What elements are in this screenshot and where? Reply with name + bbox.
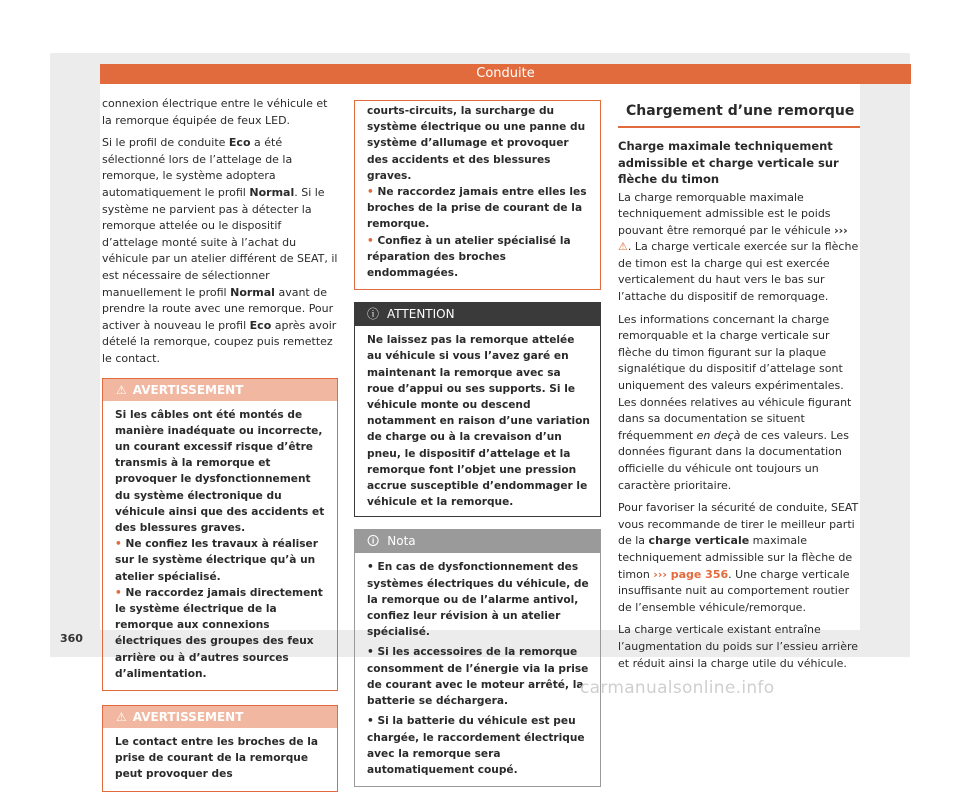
warning-triangle-icon: ⚠ bbox=[116, 709, 127, 724]
note-header: 🛈 Nota bbox=[354, 529, 601, 553]
paragraph: Pour favoriser la sécurité de conduite, SEAT vous recommande de tirer le meilleur parti de la charge verticale maximale techniquement admissible sur la flèche de timon ››› page 356. Une charge verticale insuffisante nuit au comportement routier de l’ensemble véhicule/remorque. bbox=[618, 501, 859, 614]
warning-box bbox=[102, 378, 338, 691]
note-body bbox=[354, 553, 601, 787]
paragraph: Si le profil de conduite Eco a été sélectionné lors de l’attelage de la remorque, le système adoptera automatiquement le profil Normal. Si le système ne parvient pas à détecter la remorque attelée ou le dispositif d’attelage monté suite à l’achat du véhicule par un atelier différent de SEAT, il est nécessaire de sélectionner manuellement le profil Normal avant de prendre la route avec une remorque. Pour activer à nouveau le profil Eco après avoir dételé la remorque, coupez puis remettez le contact. bbox=[102, 136, 338, 365]
section-header: Conduite bbox=[100, 64, 911, 84]
middle-column bbox=[354, 100, 601, 787]
cross-reference-link[interactable]: ››› bbox=[834, 223, 848, 237]
attention-body: Ne laissez pas la remorque attelée au véhicule si vous l’avez garé en maintenant la remorque avec sa roue d’appui ou ses supports. Si le véhicule monte ou descend notamment en raison d’une variation de charge ou à la crevaison d’un pneu, le dispositif d’attelage et la remorque font l’objet une pression accrue susceptible d’endommager le véhicule et la remorque. bbox=[354, 326, 601, 517]
page-reference-link[interactable]: ››› page 356 bbox=[653, 567, 729, 581]
list-item: • Confiez à un atelier spécialisé la réparation des broches endommagées. bbox=[367, 234, 571, 280]
paragraph: Les informations concernant la charge remorquable et la charge verticale sur flèche du timon figurant sur la plaque signalétique du dispositif d’attelage sont uniquement des valeurs expérimentales. Les données relatives au véhicule figurant dans sa documentation se situent fréquemment en deçà de ces valeurs. Les données figurant dans la documentation officielle du véhicule ont toujours un caractère prioritaire. bbox=[618, 312, 852, 492]
warning-header: ⚠ AVERTISSEMENT bbox=[103, 706, 337, 728]
list-item: • Si les accessoires de la remorque consomment de l’énergie via la prise de courant avec le moteur arrêté, la batterie se déchargera. bbox=[367, 646, 589, 708]
paragraph: La charge verticale existant entraîne l’augmentation du poids sur l’essieu arrière et réduit ainsi la charge utile du véhicule. bbox=[618, 623, 859, 670]
warning-body: Le contact entre les broches de la prise de courant de la remorque peut provoquer des bbox=[115, 735, 318, 781]
warning-triangle-icon: ⚠ bbox=[116, 382, 127, 397]
page-number: 360 bbox=[60, 632, 83, 645]
list-item: • Ne confiez les travaux à réaliser sur le système électrique qu’à un atelier spécialisé. bbox=[115, 538, 318, 583]
left-column bbox=[102, 96, 338, 792]
watermark: carmanualsonline.info bbox=[580, 678, 775, 698]
section-title: Chargement d’une remorque bbox=[618, 96, 860, 128]
warning-triangle-icon: ⚠ bbox=[618, 240, 628, 254]
list-item: • En cas de dysfonctionnement des systèmes électriques du véhicule, de la remorque ou de l’alarme antivol, confiez leur révision à un atelier spécialisé. bbox=[367, 561, 589, 639]
attention-box bbox=[354, 302, 601, 517]
list-item: • Ne raccordez jamais entre elles les broches de la prise de courant de la remorque. bbox=[367, 186, 587, 231]
warning-body: Si les câbles ont été montés de manière inadéquate ou incorrecte, un courant excessif risque d’être transmis à la remorque et provoquer le dysfonctionnement du système électronique du véhicule ainsi que des accidents et des blessures graves. • Ne confiez les travaux à réaliser sur le système électrique qu’à un atelier spécialisé. • Ne raccordez jamais directement le système électrique de la remorque aux connexions électriques des groupes des feux arrière ou à d’autres sources d’alimentation. bbox=[103, 401, 337, 690]
warning-header: ⚠ AVERTISSEMENT bbox=[103, 379, 337, 401]
subsection-title: Charge maximale techniquement admissible et charge verticale sur flèche du timon bbox=[618, 139, 839, 186]
list-item: • Ne raccordez jamais directement le système électrique de la remorque aux connexions électriques des groupes des feux arrière ou à d’autres sources d’alimentation. bbox=[115, 586, 323, 680]
note-box bbox=[354, 529, 601, 787]
attention-header: ⓘ ATTENTION bbox=[354, 302, 601, 326]
info-circle-icon: ⓘ bbox=[367, 307, 380, 322]
warning-continuation: courts-circuits, la surcharge du système électrique ou une panne du système d’allumage et provoquer des accidents et des blessures graves. • Ne raccordez jamais entre elles les broches de la prise de courant de la remorque. • Confiez à un atelier spécialisé la réparation des broches endommagées. bbox=[354, 100, 601, 290]
right-column bbox=[618, 96, 860, 678]
list-item: • Si la batterie du véhicule est peu chargée, le raccordement électrique avec la remorque sera automatiquement coupé. bbox=[367, 715, 585, 776]
note-icon: 🛈 bbox=[367, 534, 380, 549]
paragraph: connexion électrique entre le véhicule et la remorque équipée de feux LED. bbox=[102, 97, 328, 127]
warning-box bbox=[102, 705, 338, 792]
paragraph: La charge remorquable maximale techniquement admissible est le poids pouvant être remorqué par le véhicule ››› ⚠. La charge verticale exercée sur la flèche de timon est la charge qui est exercée verticalement du haut vers le bas sur l’attache du dispositif de remorquage. bbox=[618, 190, 859, 304]
